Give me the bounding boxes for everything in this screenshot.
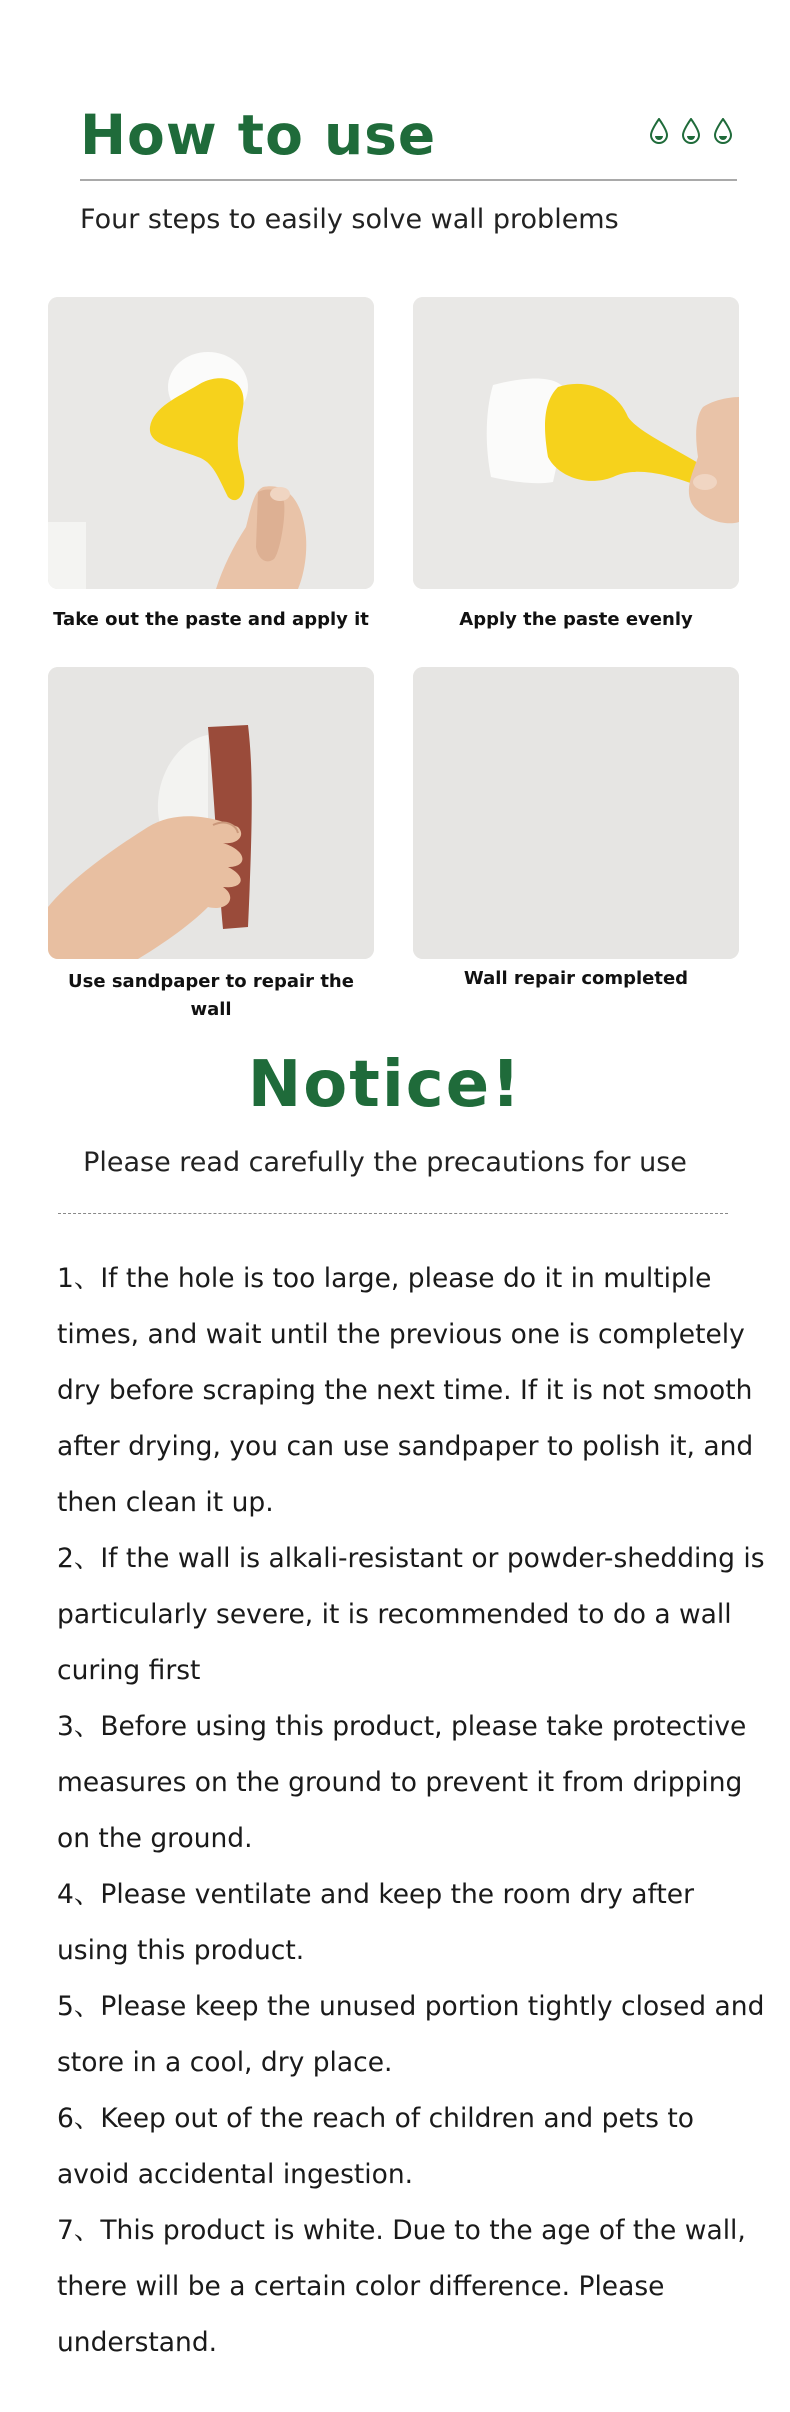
notice-divider	[58, 1213, 728, 1214]
precaution-item: 1、If the hole is too large, please do it in multiple times, and wait until the previous one is completely dry before scraping the next time. If it is not smooth after drying, you can use sandpaper to polish it, and then clean it up.	[57, 1263, 754, 1518]
step-3-caption: Use sandpaper to repair the wall	[68, 971, 354, 1020]
water-drop-icon	[712, 118, 734, 144]
step-2-photo	[413, 297, 739, 589]
step-2-caption: Apply the paste evenly	[459, 609, 693, 630]
step-1-caption: Take out the paste and apply it	[53, 609, 369, 630]
notice-title: Notice!	[247, 1048, 523, 1122]
precaution-item: 4、Please ventilate and keep the room dry after using this product.	[57, 1879, 694, 1966]
precaution-item: 6、Keep out of the reach of children and pets to avoid accidental ingestion.	[57, 2103, 694, 2190]
step-3-photo	[48, 667, 374, 959]
water-drops-decoration	[648, 118, 734, 144]
precautions-list	[57, 1251, 769, 2371]
page-title: How to use	[80, 103, 437, 167]
step-4-photo	[413, 667, 739, 959]
header-divider	[80, 179, 737, 181]
step-1-photo	[48, 297, 374, 589]
precaution-item: 7、This product is white. Due to the age of the wall, there will be a certain color difference. Please understand.	[57, 2215, 746, 2358]
page-subtitle: Four steps to easily solve wall problems	[80, 204, 619, 235]
notice-subtitle: Please read carefully the precautions for use	[83, 1147, 687, 1178]
precaution-item: 2、If the wall is alkali-resistant or powder-shedding is particularly severe, it is recommended to do a wall curing first	[57, 1543, 765, 1686]
precaution-item: 3、Before using this product, please take protective measures on the ground to prevent it from dripping on the ground.	[57, 1711, 747, 1854]
paste-application-photo	[48, 297, 374, 589]
precaution-item: 5、Please keep the unused portion tightly closed and store in a cool, dry place.	[57, 1991, 765, 2078]
step-4-caption: Wall repair completed	[463, 968, 689, 989]
water-drop-icon	[648, 118, 670, 144]
water-drop-icon	[680, 118, 702, 144]
spreading-paste-photo	[413, 297, 739, 589]
sanding-wall-photo	[48, 667, 374, 959]
repaired-wall-photo	[413, 667, 739, 959]
